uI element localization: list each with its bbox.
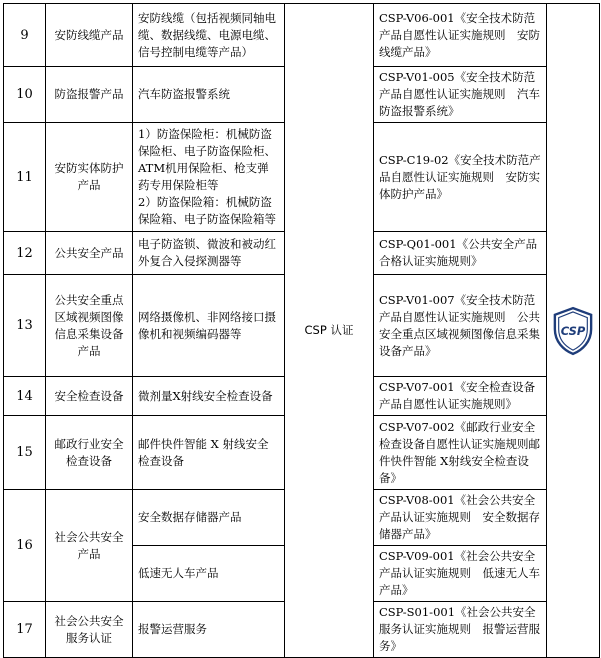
row-number: 11: [4, 123, 46, 232]
product-category: 邮政行业安全检查设备: [46, 416, 133, 490]
product-description: 报警运营服务: [133, 602, 285, 658]
product-line: 2）防盗保险箱：机械防盗保险箱、电子防盗保险箱等: [138, 195, 276, 226]
row-number: 13: [4, 275, 46, 377]
implementation-rule: CSP-Q01-001《公共安全产品合格认证实施规则》: [374, 232, 547, 275]
logo-cell: [547, 4, 600, 658]
implementation-rule: CSP-V08-001《社会公共安全产品认证实施规则 安全数据存储器产品》: [374, 490, 547, 546]
row-number: 9: [4, 4, 46, 67]
implementation-rule: CSP-V07-002《邮政行业安全检查设备自愿性认证实施规则邮件快件智能 X射线安全检查设备》: [374, 416, 547, 490]
product-description: 网络摄像机、非网络接口摄像机和视频编码器等: [133, 275, 285, 377]
row-number: 17: [4, 602, 46, 658]
product-description: 安全数据存储器产品: [133, 490, 285, 546]
product-category: 公共安全重点区域视频图像信息采集设备产品: [46, 275, 133, 377]
product-description: 安防线缆（包括视频同轴电缆、数据线缆、电源电缆、信号控制电缆等产品）: [133, 4, 285, 67]
implementation-rule: CSP-V06-001《安全技术防范产品自愿性认证实施规则 安防线缆产品》: [374, 4, 547, 67]
row-number: 14: [4, 377, 46, 416]
product-category: 安防线缆产品: [46, 4, 133, 67]
product-description: 低速无人车产品: [133, 546, 285, 602]
row-number: 16: [4, 490, 46, 602]
product-category: 公共安全产品: [46, 232, 133, 275]
csp-shield-icon: [552, 305, 594, 357]
product-category: 安防实体防护产品: [46, 123, 133, 232]
logo-text: CSP: [560, 323, 586, 338]
product-description: 电子防盗锁、微波和被动红外复合入侵探测器等: [133, 232, 285, 275]
product-category: 社会公共安全服务认证: [46, 602, 133, 658]
product-description: 微剂量X射线安全检查设备: [133, 377, 285, 416]
implementation-rule: CSP-V01-005《安全技术防范产品自愿性认证实施规则 汽车防盗报警系统》: [374, 67, 547, 123]
product-description: 汽车防盗报警系统: [133, 67, 285, 123]
product-category: 安全检查设备: [46, 377, 133, 416]
product-description: 邮件快件智能 X 射线安全检查设备: [133, 416, 285, 490]
product-category: 防盗报警产品: [46, 67, 133, 123]
implementation-rule: CSP-V07-001《安全检查设备产品自愿性认证实施规则》: [374, 377, 547, 416]
product-line: 1）防盗保险柜：机械防盗保险柜、电子防盗保险柜、ATM机用保险柜、枪支弹药专用保险柜等: [138, 127, 276, 192]
row-number: 15: [4, 416, 46, 490]
certification-table: [3, 3, 600, 658]
certification-mode: CSP 认证: [285, 4, 374, 658]
product-category: 社会公共安全产品: [46, 490, 133, 602]
implementation-rule: CSP-S01-001《社会公共安全服务认证实施规则 报警运营服务》: [374, 602, 547, 658]
implementation-rule: CSP-C19-02《安全技术防范产品自愿性认证实施规则 安防实体防护产品》: [374, 123, 547, 232]
implementation-rule: CSP-V09-001《社会公共安全产品认证实施规则 低速无人车产品》: [374, 546, 547, 602]
row-number: 12: [4, 232, 46, 275]
implementation-rule: CSP-V01-007《安全技术防范产品自愿性认证实施规则 公共安全重点区域视频图像信息采集设备产品》: [374, 275, 547, 377]
table-row: [4, 4, 600, 67]
row-number: 10: [4, 67, 46, 123]
product-description: [133, 123, 285, 232]
